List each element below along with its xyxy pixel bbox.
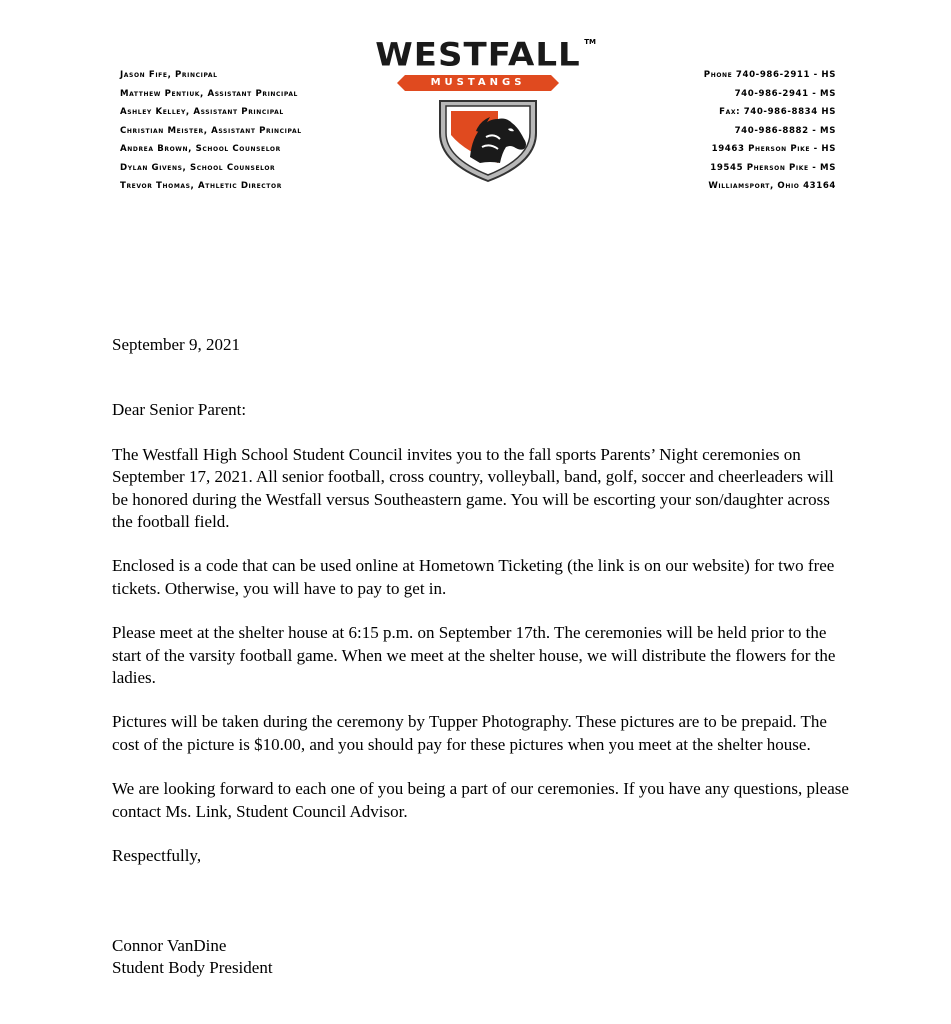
letter-closing: Respectfully,	[112, 846, 202, 866]
contact-phone-hs: Phone 740-986-2911 - HS	[703, 70, 836, 80]
staff-list	[120, 66, 302, 196]
paragraph-pictures: Pictures will be taken during the ceremony by Tupper Photography. These pictures are to be prepaid. The cost of the picture is $10.00, and you should pay for these pictures when you meet at the shelter house.	[112, 712, 827, 754]
staff-assistant-principal-2: Ashley Kelley, Assistant Principal	[120, 107, 284, 117]
letter-date: September 9, 2021	[112, 335, 240, 354]
staff-athletic-director: Trevor Thomas, Athletic Director	[120, 181, 282, 191]
contact-fax-ms: 740-986-8882 - MS	[734, 125, 836, 136]
contact-address-hs: 19463 Pherson Pike - HS	[711, 144, 836, 154]
signer-title: Student Body President	[112, 957, 273, 977]
paragraph-meeting: Please meet at the shelter house at 6:15 p.m. on September 17th. The ceremonies will be held prior to the start of the varsity football game. When we meet at the shelter house, we will distribute the flowers for the ladies.	[112, 623, 836, 688]
mustang-shield-icon	[436, 97, 540, 183]
paragraph-questions: We are looking forward to each one of you being a part of our ceremonies. If you have any questions, please contact Ms. Link, Student Council Advisor.	[112, 779, 849, 821]
contact-phone-ms: 740-986-2941 - MS	[734, 88, 836, 99]
brand-banner: MUSTANGS	[405, 75, 551, 91]
staff-assistant-principal-3: Christian Meister, Assistant Principal	[120, 125, 302, 136]
staff-counselor-2: Dylan Givens, School Counselor	[120, 162, 276, 173]
staff-assistant-principal-1: Matthew Pentiuk, Assistant Principal	[120, 88, 298, 99]
paragraph-invitation: The Westfall High School Student Council invites you to the fall sports Parents’ Night ceremonies on September 17, 2021. All senior football, cross country, volleyball, band, golf, soccer and cheerleaders will be honored during the Westfall versus Southeastern game. You will be escorting your son/daughter across the football field.	[112, 444, 834, 532]
staff-counselor-1: Andrea Brown, School Counselor	[120, 144, 281, 154]
staff-principal: Jason Fife, Principal	[120, 70, 218, 80]
signer-name: Connor VanDine	[112, 935, 227, 955]
contact-fax-hs: Fax: 740-986-8834 HS	[719, 107, 836, 117]
signature-block	[112, 935, 852, 980]
brand-name: WESTFALL	[375, 36, 581, 74]
paragraph-tickets: Enclosed is a code that can be used online at Hometown Ticketing (the link is on our website) for two free tickets. Otherwise, you will have to pay to get in.	[112, 556, 835, 598]
letter-body	[112, 334, 852, 979]
school-logo	[366, 36, 596, 91]
contact-info	[704, 66, 836, 196]
trademark-mark: TM	[584, 38, 596, 46]
letter-greeting: Dear Senior Parent:	[112, 400, 247, 420]
contact-address-ms: 19545 Pherson Pike - MS	[710, 162, 836, 173]
contact-city: Williamsport, Ohio 43164	[708, 181, 836, 191]
